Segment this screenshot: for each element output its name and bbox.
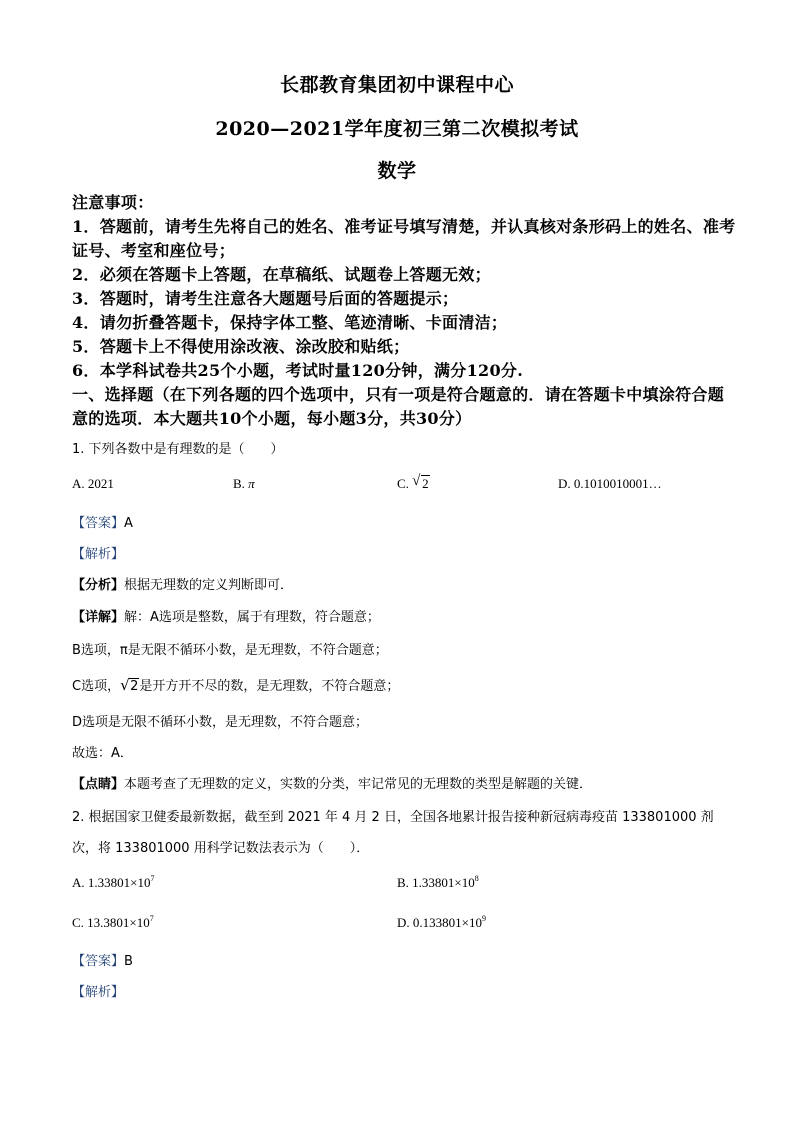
option-exponent: 8 — [474, 874, 479, 883]
q1-option-c — [397, 473, 430, 492]
analysis-tag: 【解析】 — [72, 547, 125, 562]
c-line-suffix: 是开方开不尽的数，是无理数，不符合题意； — [139, 679, 400, 694]
q1-option-d — [558, 476, 662, 492]
option-label: C. — [397, 476, 413, 491]
q1-option-a — [72, 476, 114, 492]
notice-item: 6．本学科试卷共25个小题，考试时量120分钟，满分120分. — [72, 361, 524, 380]
answer-value: B — [124, 954, 133, 969]
answer-tag: 【答案】 — [72, 516, 125, 531]
option-label: C. — [72, 915, 88, 930]
fenxi-text: 根据无理数的定义判断即可． — [124, 578, 294, 593]
analysis-tag: 【解析】 — [72, 985, 125, 1000]
c-line-prefix: C选项， — [72, 679, 121, 694]
notice-item: 4．请勿折叠答题卡，保持字体工整、笔迹清晰、卡面清洁； — [72, 313, 508, 332]
dianjing-text: 本题考查了无理数的定义，实数的分类，牢记常见的无理数的类型是解题的关键． — [124, 777, 593, 792]
option-exponent: 9 — [481, 914, 486, 923]
q1-answer — [72, 512, 133, 531]
q2-stem-line2: 次，将 133801000 用科学记数法表示为（ ）． — [72, 841, 370, 856]
radical-sign: √ — [120, 676, 130, 694]
option-label: D. — [397, 915, 413, 930]
option-value: π — [248, 476, 255, 491]
q2-option-b — [397, 874, 479, 891]
option-label: A. — [72, 476, 88, 491]
radical-sign: √ — [412, 473, 421, 489]
notice-item: 1．答题前，请考生先将自己的姓名、准考证号填写清楚，并认真核对条形码上的姓名、准考 — [72, 217, 736, 236]
q2-option-d — [397, 914, 486, 931]
notice-item: 证号、考室和座位号； — [72, 241, 236, 260]
option-base: 0.133801×10 — [412, 915, 482, 930]
radicand: 2 — [130, 679, 139, 694]
q1-stem: 1. 下列各数中是有理数的是（ ） — [72, 442, 284, 457]
option-base: 13.3801×10 — [87, 915, 150, 930]
option-exponent: 7 — [149, 914, 154, 923]
option-value: 2021 — [87, 476, 114, 491]
answer-value: A — [124, 516, 133, 531]
q1-b-explanation: B选项，π是无限不循环小数，是无理数，不符合题意； — [72, 643, 388, 658]
option-exponent: 7 — [150, 874, 155, 883]
q1-d-explanation: D选项是无限不循环小数，是无理数，不符合题意； — [72, 715, 369, 730]
dianjing-tag: 【点睛】 — [72, 777, 125, 792]
q2-analysis-tag — [72, 981, 124, 1000]
option-base: 1.33801×10 — [87, 875, 151, 890]
notice-item: 2．必须在答题卡上答题，在草稿纸、试题卷上答题无效； — [72, 265, 491, 284]
q1-dianjing — [72, 773, 592, 792]
notice-item: 5．答题卡上不得使用涂改液、涂改胶和贴纸； — [72, 337, 410, 356]
q1-fenxi — [72, 574, 293, 593]
notice-heading: 注意事项： — [72, 193, 154, 212]
sqrt-icon — [412, 473, 430, 492]
sqrt-icon — [120, 676, 139, 694]
fenxi-tag: 【分析】 — [72, 578, 125, 593]
q2-answer — [72, 950, 133, 969]
option-label: B. — [233, 476, 249, 491]
option-base: 1.33801×10 — [412, 875, 475, 890]
xiangjie-text: 解：A选项是整数，属于有理数，符合题意； — [124, 610, 380, 625]
option-label: A. — [72, 875, 88, 890]
option-label: D. — [558, 476, 574, 491]
radicand: 2 — [422, 476, 429, 491]
section-heading-line1: 一、选择题（在下列各题的四个选项中，只有一项是符合题意的．请在答题卡中填涂符合题 — [72, 385, 725, 404]
option-value: 0.1010010001… — [573, 476, 662, 491]
subject-title: 数学 — [377, 160, 417, 182]
q1-option-b — [233, 476, 255, 492]
q2-option-a — [72, 874, 154, 891]
q1-analysis-tag — [72, 543, 124, 562]
q1-c-explanation — [72, 675, 399, 694]
org-title: 长郡教育集团初中课程中心 — [279, 74, 514, 96]
exam-title: 2020—2021学年度初三第二次模拟考试 — [215, 118, 579, 140]
section-heading-line2: 意的选项．本大题共10个小题，每小题3分，共30分） — [72, 409, 472, 428]
answer-tag: 【答案】 — [72, 954, 125, 969]
q1-choose: 故选：A． — [72, 746, 133, 761]
option-label: B. — [397, 875, 413, 890]
q2-option-c — [72, 914, 154, 931]
xiangjie-tag: 【详解】 — [72, 610, 125, 625]
q2-stem-line1: 2. 根据国家卫健委最新数据，截至到 2021 年 4 月 2 日，全国各地累计报告接种新冠病毒疫苗 133801000 剂 — [72, 810, 714, 825]
q1-xiangjie — [72, 606, 380, 625]
notice-item: 3．答题时，请考生注意各大题题号后面的答题提示； — [72, 289, 459, 308]
